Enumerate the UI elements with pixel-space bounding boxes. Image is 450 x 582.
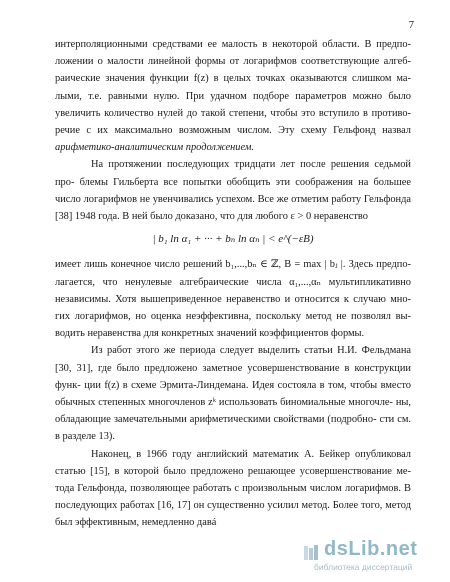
p3-line-5: водить неравенства для конкретных значений коэффициентов формы. bbox=[55, 328, 365, 340]
p5-line-5: метод был эффективным, немедленно давá bbox=[55, 500, 411, 529]
p1-line-1: интерполяционными средствами ее малость в некоторой области. В предпо- bbox=[55, 39, 411, 50]
book-stack-icon bbox=[302, 544, 322, 562]
p5-line-4: В последующих работах [16, 17] он существенно усилил метод. Более того, bbox=[55, 483, 411, 512]
p1-line-3: раические значения функции f(z) в целых точках оказываются слишком ма- bbox=[55, 73, 411, 85]
p1-line-6: речие с их максимально возможным числом. Эту схему Гельфонд назвал bbox=[55, 125, 411, 137]
paragraph-1 bbox=[55, 36, 411, 156]
p1-line-2: ложении о малости линейной формы от логарифмов соответствующие алгеб- bbox=[55, 56, 411, 68]
p2-line-4: 1948 года. В ней было доказано, что для любого ε > 0 неравенство bbox=[74, 211, 368, 223]
p1-line-7: арифметико-аналитическим продолжением. bbox=[55, 142, 255, 154]
p4-line-2: 31], где было предложено заметное усовершенствование в конструкции функ- bbox=[55, 362, 411, 391]
paragraph-2 bbox=[55, 156, 411, 225]
p3-line-1: имеет лишь конечное число решений b₁,...,bₙ ∈ ℤ, B = max | bⱼ |. Здесь предпо- bbox=[55, 259, 411, 271]
p4-line-1: Из работ этого же периода следует выделить статьи Н.И. Фельдмана [30, bbox=[55, 345, 411, 374]
page-number: 7 bbox=[408, 20, 414, 31]
p4-line-4: обычных степенных многочленов zᵏ использовать биномиальные многочле- bbox=[55, 397, 393, 409]
p5-line-2: статью [15], в которой было предложено решающее усовершенствование ме- bbox=[55, 465, 411, 477]
p5-line-3: тода Гельфонда, позволяющее работать с произвольным числом логарифмов. bbox=[55, 483, 401, 495]
p1-line-4: лыми, т.е. равными нулю. При удачном подборе параметров можно было bbox=[55, 90, 411, 102]
p4-line-5: ны, обладающие замечательными арифметическими свойствами (подробно- bbox=[55, 397, 411, 426]
p2-line-2: блемы Гильберта все попытки обобщить эти соображения на большее число bbox=[55, 176, 411, 205]
paragraph-5 bbox=[55, 446, 411, 532]
inequality-formula: | b₁ ln α₁ + ··· + bₙ ln αₙ | < e^(−εB) bbox=[152, 233, 314, 246]
p1-line-5: увеличить количество нулей до такой степени, чтобы это вступило в противо- bbox=[55, 107, 411, 119]
paragraph-3 bbox=[55, 256, 411, 342]
watermark-subtitle: библиотека диссертаций bbox=[314, 562, 413, 572]
watermark-brand: dsLib.net bbox=[324, 538, 418, 560]
watermark bbox=[302, 538, 442, 576]
p2-line-1: На протяжении последующих тридцати лет после решения седьмой про- bbox=[55, 159, 411, 188]
p3-line-3: независимы. Хотя вышеприведенное неравенство и относится к случаю мно- bbox=[55, 293, 411, 305]
paragraph-4 bbox=[55, 342, 411, 445]
p3-line-4: гих логарифмов, но оценка неэффективна, поскольку метод не позволял вы- bbox=[55, 311, 411, 323]
p5-line-1: Наконец, в 1966 году английский математик А. Бейкер опубликовал bbox=[91, 448, 411, 460]
document-body bbox=[55, 36, 411, 532]
p4-line-6: сти см. в разделе 13). bbox=[55, 414, 411, 443]
p2-line-3: логарифмов не увенчивались успехом. Все же отметим работу Гельфонда [38] bbox=[55, 193, 411, 223]
p4-line-3: ции f(z) в схеме Эрмита-Линдемана. Идея состояла в том, чтобы вместо bbox=[84, 379, 411, 391]
p3-line-2: лагается, что ненулевые алгебраические числа α₁,...,αₙ мультипликативно bbox=[55, 276, 411, 288]
